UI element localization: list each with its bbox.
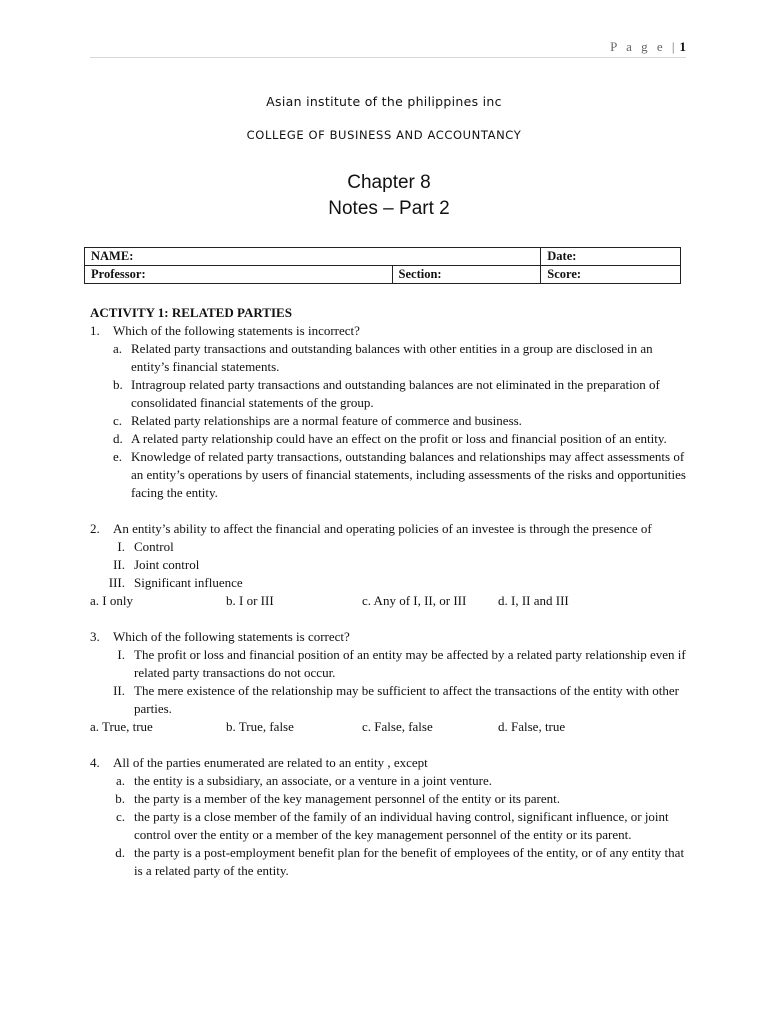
option-text: Knowledge of related party transactions, outstanding balances and relationships may affect assessments of an entity’s operations by users of financial statements, including assessments of the risks and opportunities facing the entity. [131,449,686,500]
activity-content [90,304,690,880]
question-3 [90,628,690,736]
page-label: P a g e | [610,39,678,54]
roman-text: Joint control [134,557,200,572]
option-label: a. [115,773,125,788]
question-4 [90,754,690,880]
roman-text: Control [134,539,174,554]
option-text: the party is a post-employment benefit plan for the benefit of employees of the entity, or of any entity that is a related party of the entity. [134,845,685,878]
option-text: A related party relationship could have an effect on the profit or loss and financial position of an entity. [131,431,667,446]
roman-label: I. [117,539,125,554]
roman-item [90,682,690,718]
option-item [90,376,690,412]
chapter-subtitle: Notes – Part 2 [328,198,450,219]
question-2 [90,520,690,610]
question-text: Which of the following statements is correct? [113,629,350,644]
answer-choice[interactable]: b. I or III [226,593,274,608]
answer-choice[interactable]: d. False, true [498,719,566,734]
answer-choices [90,592,690,610]
student-info-table [84,247,681,284]
option-label: a. [113,341,123,356]
roman-text: The profit or loss and financial position of an entity may be affected by a related party relationship even if related party transactions do not occur. [134,647,686,680]
question-text: Which of the following statements is incorrect? [113,323,360,338]
option-item [90,430,690,448]
page-number: 1 [679,39,686,54]
college-name: COLLEGE OF BUSINESS AND ACCOUNTANCY [246,128,522,142]
chapter-title: Chapter 8 [347,172,431,193]
roman-item [90,556,690,574]
option-label: e. [113,449,123,464]
question-number: 1. [90,323,100,338]
section-field[interactable]: Section: [392,266,541,284]
answer-choice[interactable]: c. False, false [362,719,433,734]
option-item [90,772,690,790]
roman-label: II. [113,683,125,698]
name-field[interactable]: NAME: [85,248,541,266]
option-item [90,808,690,844]
option-text: the party is a member of the key management personnel of the entity or its parent. [134,791,560,806]
question-text: An entity’s ability to affect the financial and operating policies of an investee is through the presence of [113,521,652,536]
answer-choice[interactable]: a. True, true [90,719,153,734]
roman-label: III. [108,575,125,590]
header-divider [90,57,686,58]
question-number: 2. [90,521,100,536]
roman-item [90,574,690,592]
option-label: d. [113,431,123,446]
roman-item [90,538,690,556]
option-text: the entity is a subsidiary, an associate, or a venture in a joint venture. [134,773,492,788]
answer-choice[interactable]: c. Any of I, II, or III [362,593,467,608]
option-label: c. [113,413,123,428]
answer-choices [90,718,690,736]
option-text: Intragroup related party transactions and outstanding balances are not eliminated in the preparation of consolidated financial statements of the group. [131,377,660,410]
roman-text: Significant influence [134,575,243,590]
question-number: 3. [90,629,100,644]
option-label: b. [115,791,125,806]
option-label: c. [115,809,125,824]
score-field[interactable]: Score: [541,266,681,284]
professor-field[interactable]: Professor: [85,266,393,284]
option-text: Related party transactions and outstanding balances with other entities in a group are disclosed in an entity’s financial statements. [131,341,653,374]
roman-item [90,646,690,682]
question-1 [90,322,690,502]
option-item [90,790,690,808]
roman-label: II. [113,557,125,572]
date-field[interactable]: Date: [541,248,681,266]
question-text: All of the parties enumerated are related to an entity , except [113,755,428,770]
option-text: the party is a close member of the family of an individual having control, significant influence, or joint control over the entity or a member of the key management personnel of the entity or its parent. [134,809,669,842]
institution-name: Asian institute of the philippines inc [266,94,502,109]
document-title [0,170,768,222]
option-item [90,844,690,880]
answer-choice[interactable]: a. I only [90,593,133,608]
option-item [90,412,690,430]
roman-label: I. [117,647,125,662]
question-number: 4. [90,755,100,770]
page-header [610,38,686,56]
option-label: d. [115,845,125,860]
roman-text: The mere existence of the relationship may be sufficient to affect the transactions of the entity with other parties. [134,683,679,716]
option-item [90,448,690,502]
activity-title: ACTIVITY 1: RELATED PARTIES [90,305,292,320]
answer-choice[interactable]: d. I, II and III [498,593,569,608]
option-text: Related party relationships are a normal feature of commerce and business. [131,413,522,428]
option-item [90,340,690,376]
answer-choice[interactable]: b. True, false [226,719,294,734]
option-label: b. [113,377,123,392]
